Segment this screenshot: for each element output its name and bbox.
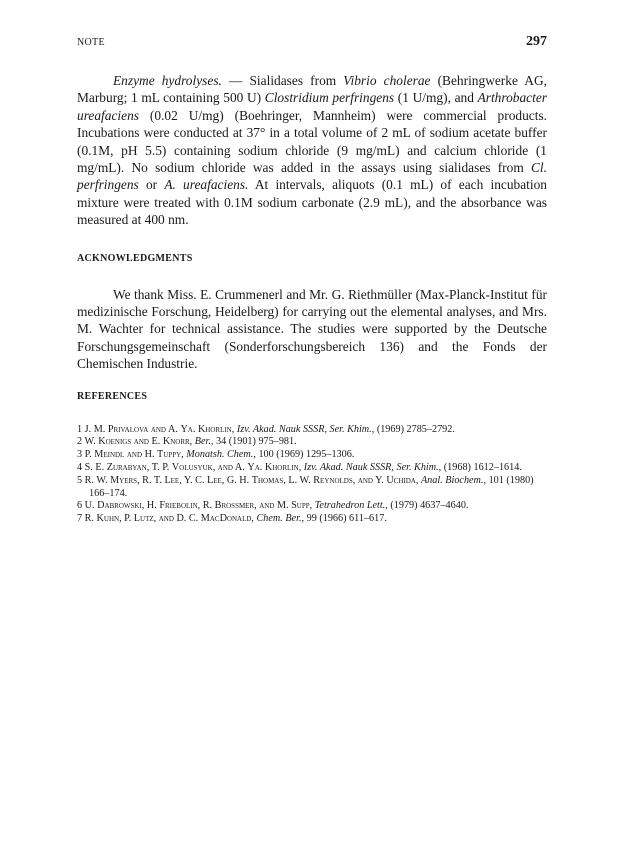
reference-item: 3 P. Meindl and H. Tuppy, Monatsh. Chem., 100 (1969) 1295–1306. (77, 449, 355, 461)
italic-text: Arthrobacter ureafaciens (77, 90, 547, 123)
running-head-label: NOTE (77, 37, 105, 48)
small-caps-text: Reynolds, and (313, 474, 373, 486)
reference-item: 1 J. M. Privalova and A. Ya. Khorlin, Izv. Akad. Nauk SSSR, Ser. Khim., (1969) 2785–2792. (77, 423, 455, 435)
small-caps-text: Brossmer, and (214, 500, 275, 512)
italic-text: Vibrio cholerae (343, 73, 431, 88)
small-caps-text: Friebolin (159, 500, 198, 512)
italic-text: Anal. Biochem. (420, 474, 484, 486)
small-caps-text: Uchida (386, 474, 416, 486)
acknowledgments-heading: ACKNOWLEDGMENTS (77, 252, 193, 264)
small-caps-text: M (240, 194, 253, 210)
small-caps-text: Ya. Khorlin (247, 462, 299, 474)
small-caps-text: Myers (110, 474, 138, 486)
italic-text: Ber. (194, 436, 211, 448)
small-caps-text: MacDonald (200, 513, 252, 525)
small-caps-text: Koenigs and (98, 436, 149, 448)
small-caps-text: Ya. Khorlin (180, 423, 232, 435)
small-caps-text: Meindl and (94, 449, 143, 461)
page-number: 297 (526, 34, 547, 49)
running-head (77, 34, 547, 54)
small-caps-text: Lee (206, 474, 222, 486)
small-caps-text: Supp (291, 500, 310, 512)
reference-list (77, 424, 547, 526)
small-caps-text: Tuppy (157, 449, 182, 461)
italic-text: Chem. Ber. (256, 513, 302, 525)
small-caps-text: Zurabyan (106, 462, 147, 474)
small-caps-text: Lutz, and (133, 513, 174, 525)
small-caps-text: Volusyuk, and (171, 462, 233, 474)
small-caps-text: Kuhn (96, 513, 120, 525)
small-caps-text: Lee (164, 474, 180, 486)
italic-text: Izv. Akad. Nauk SSSR, Ser. Khim. (303, 462, 439, 474)
italic-text: Izv. Akad. Nauk SSSR, Ser. Khim. (236, 423, 372, 435)
small-caps-text: Dabrowski (97, 500, 142, 512)
italic-text: Monatsh. Chem. (186, 449, 254, 461)
reference-item: 6 U. Dabrowski, H. Friebolin, R. Brossmer, and M. Supp, Tetrahedron Lett., (1979) 4637–4640. (77, 500, 469, 512)
small-caps-text: M (98, 142, 111, 158)
italic-text: A. ureafaciens. (164, 177, 249, 193)
italic-text: Tetrahedron Lett. (314, 500, 386, 512)
reference-item: 7 R. Kuhn, P. Lutz, and D. C. MacDonald, Chem. Ber., 99 (1966) 611–617. (77, 513, 387, 525)
references-heading: REFERENCES (77, 390, 148, 402)
small-caps-text: Privalova and (107, 423, 166, 435)
italic-text: Cl. perfringens (77, 160, 547, 193)
reference-item: 2 W. Koenigs and E. Knorr, Ber., 34 (1901) 975–981. (77, 436, 297, 448)
journal-page (77, 34, 547, 526)
reference-item: 5 R. W. Myers, R. T. Lee, Y. C. Lee, G. H. Thomas, L. W. Reynolds, and Y. Uchida, Anal. Biochem., 101 (1980) 166–174. (77, 474, 534, 499)
italic-text: Enzyme hydrolyses. (113, 73, 222, 88)
methods-paragraph: Enzyme hydrolyses. — Sialidases from Vibrio cholerae (Behringwerke AG, Marburg; 1 mL containing 500 U) Clostridium perfringens (1 U/mg), and Arthrobacter ureafaciens (0.02 U/mg) (Boehringer, Mannheim) were commercial products. Incubations were conducted at 37° in a total volume of 2 mL of sodium acetate buffer (0.1M, pH 5.5) containing sodium chloride (9 mg/mL) and calcium chloride (1 mg/mL). No sodium chloride was added in the assays using sialidases from Cl. perfringens or A. ureafaciens. At intervals, aliquots (0.1 mL) of each incubation mixture were treated with 0.1M sodium carbonate (2.9 mL), and the absorbance was measured at 400 nm. (77, 73, 548, 228)
small-caps-text: Knorr (162, 436, 190, 448)
acknowledgments-paragraph: We thank Miss. E. Crummenerl and Mr. G. Riethmüller (Max-Planck-Institut für medizinische Forschung, Heidelberg) for carrying out the elemental analyses, and Mrs. M. Wachter for technical assistance. The studies were supported by the Deutsche Forschungsgemeinschaft (Sonderforschungsbereich 136) and the Fonds der Chemischen Industrie. (77, 286, 547, 372)
small-caps-text: Thomas (251, 474, 284, 486)
italic-text: Clostridium perfringens (264, 90, 395, 106)
reference-item: 4 S. E. Zurabyan, T. P. Volusyuk, and A. Ya. Khorlin, Izv. Akad. Nauk SSSR, Ser. Khim., (1968) 1612–1614. (77, 462, 522, 474)
